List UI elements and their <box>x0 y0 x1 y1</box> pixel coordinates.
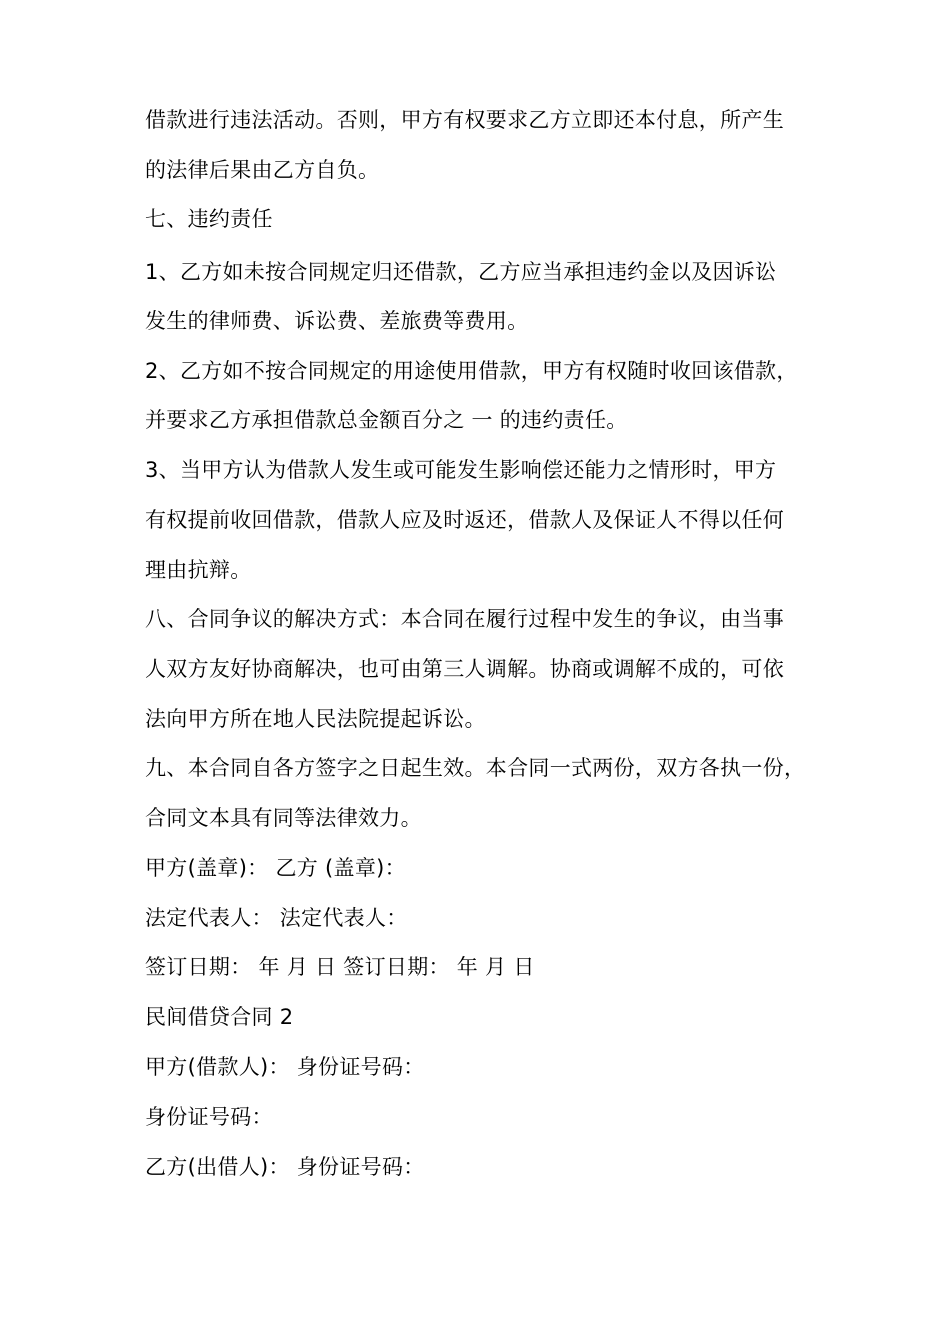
paragraph-line: 九、本合同自各方签字之日起生效。本合同一式两份，双方各执一份， <box>145 756 806 780</box>
paragraph-line: 八、合同争议的解决方式：本合同在履行过程中发生的争议，由当事 <box>145 607 784 631</box>
paragraph-line: 3、当甲方认为借款人发生或可能发生影响偿还能力之情形时，甲方 <box>145 458 777 482</box>
signature-line: 法定代表人： 法定代表人： <box>145 906 408 930</box>
contract-title: 民间借贷合同 2 <box>145 1005 294 1029</box>
paragraph-line: 的法律后果由乙方自负。 <box>145 158 380 182</box>
party-line: 乙方(出借人)： 身份证号码： <box>145 1155 425 1179</box>
paragraph-line: 借款进行违法活动。否则，甲方有权要求乙方立即还本付息，所产生 <box>145 108 784 132</box>
paragraph-line: 发生的律师费、诉讼费、差旅费等费用。 <box>145 309 529 333</box>
signature-line: 甲方(盖章)： 乙方 (盖章)： <box>145 856 406 880</box>
paragraph-line: 有权提前收回借款，借款人应及时返还，借款人及保证人不得以任何 <box>145 508 784 532</box>
paragraph-line: 1、乙方如未按合同规定归还借款，乙方应当承担违约金以及因诉讼 <box>145 260 777 284</box>
date-line: 签订日期： 年 月 日 签订日期： 年 月 日 <box>145 955 535 979</box>
paragraph-line: 合同文本具有同等法律效力。 <box>145 806 422 830</box>
party-line: 甲方(借款人)： 身份证号码： <box>145 1055 425 1079</box>
paragraph-line: 并要求乙方承担借款总金额百分之 一 的违约责任。 <box>145 408 628 432</box>
section-heading: 七、违约责任 <box>145 207 273 231</box>
paragraph-line: 理由抗辩。 <box>145 558 252 582</box>
paragraph-line: 人双方友好协商解决，也可由第三人调解。协商或调解不成的，可依 <box>145 657 784 681</box>
party-line: 身份证号码： <box>145 1105 273 1129</box>
paragraph-line: 2、乙方如不按合同规定的用途使用借款，甲方有权随时收回该借款， <box>145 359 798 383</box>
paragraph-line: 法向甲方所在地人民法院提起诉讼。 <box>145 707 486 731</box>
